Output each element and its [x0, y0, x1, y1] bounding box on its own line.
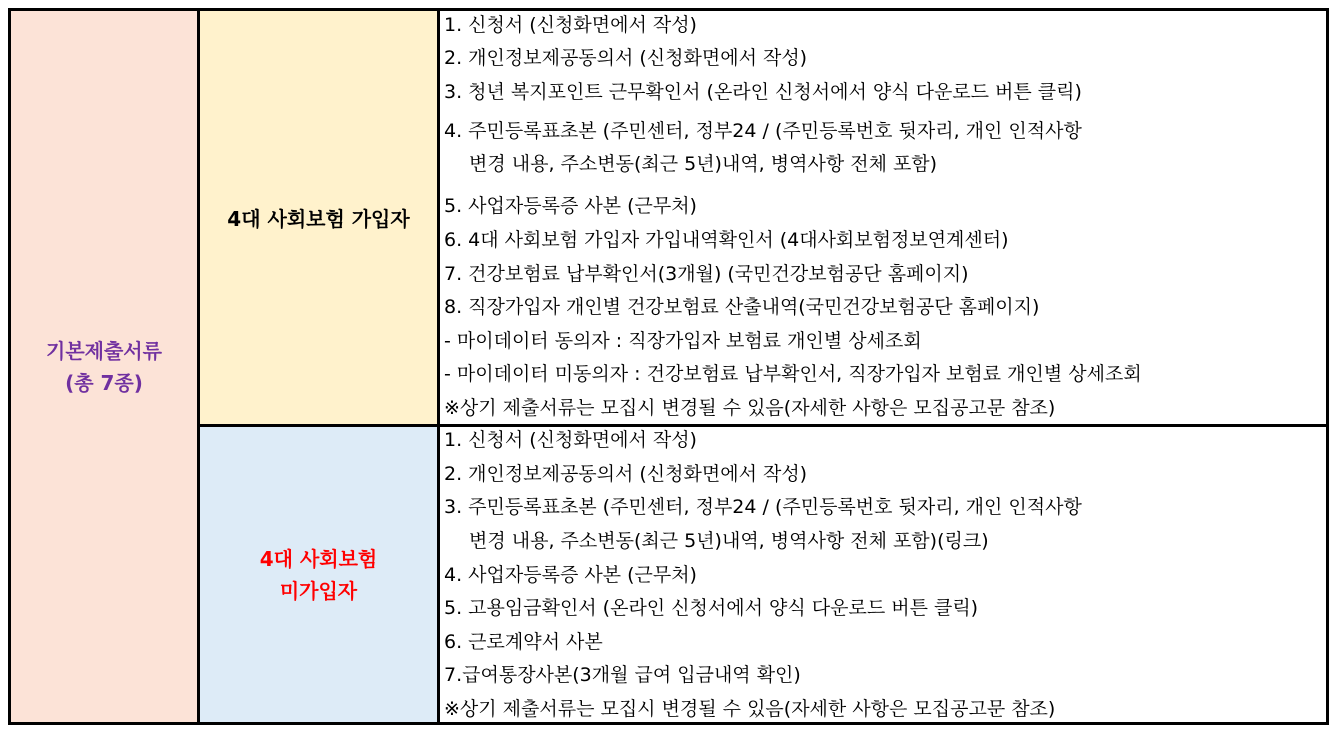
- insured-documents-list: [440, 11, 1326, 427]
- category-count: (총 7종): [65, 370, 143, 395]
- list-item: - 마이데이터 미동의자 : 건강보험료 납부확인서, 직장가입자 보험료 개인별 상세조회: [444, 363, 1142, 385]
- insured-group-cell: [200, 11, 440, 427]
- list-item: 3. 청년 복지포인트 근무확인서 (온라인 신청서에서 양식 다운로드 버튼 클릭): [444, 81, 1082, 103]
- documents-table: [8, 8, 1329, 725]
- list-item: 2. 개인정보제공동의서 (신청화면에서 작성): [444, 47, 808, 69]
- list-item: 7. 건강보험료 납부확인서(3개월) (국민건강보험공단 홈페이지): [444, 263, 969, 285]
- list-item: 변경 내용, 주소변동(최근 5년)내역, 병역사항 전체 포함)(링크): [469, 530, 989, 552]
- list-item: ※상기 제출서류는 모집시 변경될 수 있음(자세한 사항은 모집공고문 참조): [444, 698, 1056, 720]
- list-item: 6. 근로계약서 사본: [444, 631, 603, 653]
- list-item: 1. 신청서 (신청화면에서 작성): [444, 14, 697, 36]
- category-cell: [11, 11, 200, 722]
- list-item: 3. 주민등록표초본 (주민센터, 정부24 / (주민등록번호 뒷자리, 개인 인적사항: [444, 496, 1082, 518]
- uninsured-group-label-2: 미가입자: [279, 578, 358, 603]
- list-item: 5. 사업자등록증 사본 (근무처): [444, 195, 697, 217]
- list-item: 4. 사업자등록증 사본 (근무처): [444, 564, 697, 586]
- uninsured-documents-list: [440, 427, 1326, 722]
- list-item: 4. 주민등록표초본 (주민센터, 정부24 / (주민등록번호 뒷자리, 개인 인적사항: [444, 120, 1082, 142]
- list-item: 8. 직장가입자 개인별 건강보험료 산출내역(국민건강보험공단 홈페이지): [444, 296, 1040, 318]
- uninsured-group-label-1: 4대 사회보험: [259, 546, 378, 571]
- list-item: ※상기 제출서류는 모집시 변경될 수 있음(자세한 사항은 모집공고문 참조): [444, 397, 1056, 419]
- uninsured-group-cell: [200, 427, 440, 722]
- list-item: 5. 고용임금확인서 (온라인 신청서에서 양식 다운로드 버튼 클릭): [444, 597, 979, 619]
- list-item: 6. 4대 사회보험 가입자 가입내역확인서 (4대사회보험정보연계센터): [444, 229, 1009, 251]
- list-item: 7.급여통장사본(3개월 급여 입금내역 확인): [444, 664, 801, 686]
- list-item: 변경 내용, 주소변동(최근 5년)내역, 병역사항 전체 포함): [469, 153, 938, 175]
- list-item: 1. 신청서 (신청화면에서 작성): [444, 429, 697, 451]
- insured-group-label: 4대 사회보험 가입자: [227, 207, 410, 231]
- list-item: 2. 개인정보제공동의서 (신청화면에서 작성): [444, 463, 808, 485]
- list-item: - 마이데이터 동의자 : 직장가입자 보험료 개인별 상세조회: [444, 330, 922, 352]
- category-title: 기본제출서류: [46, 338, 162, 363]
